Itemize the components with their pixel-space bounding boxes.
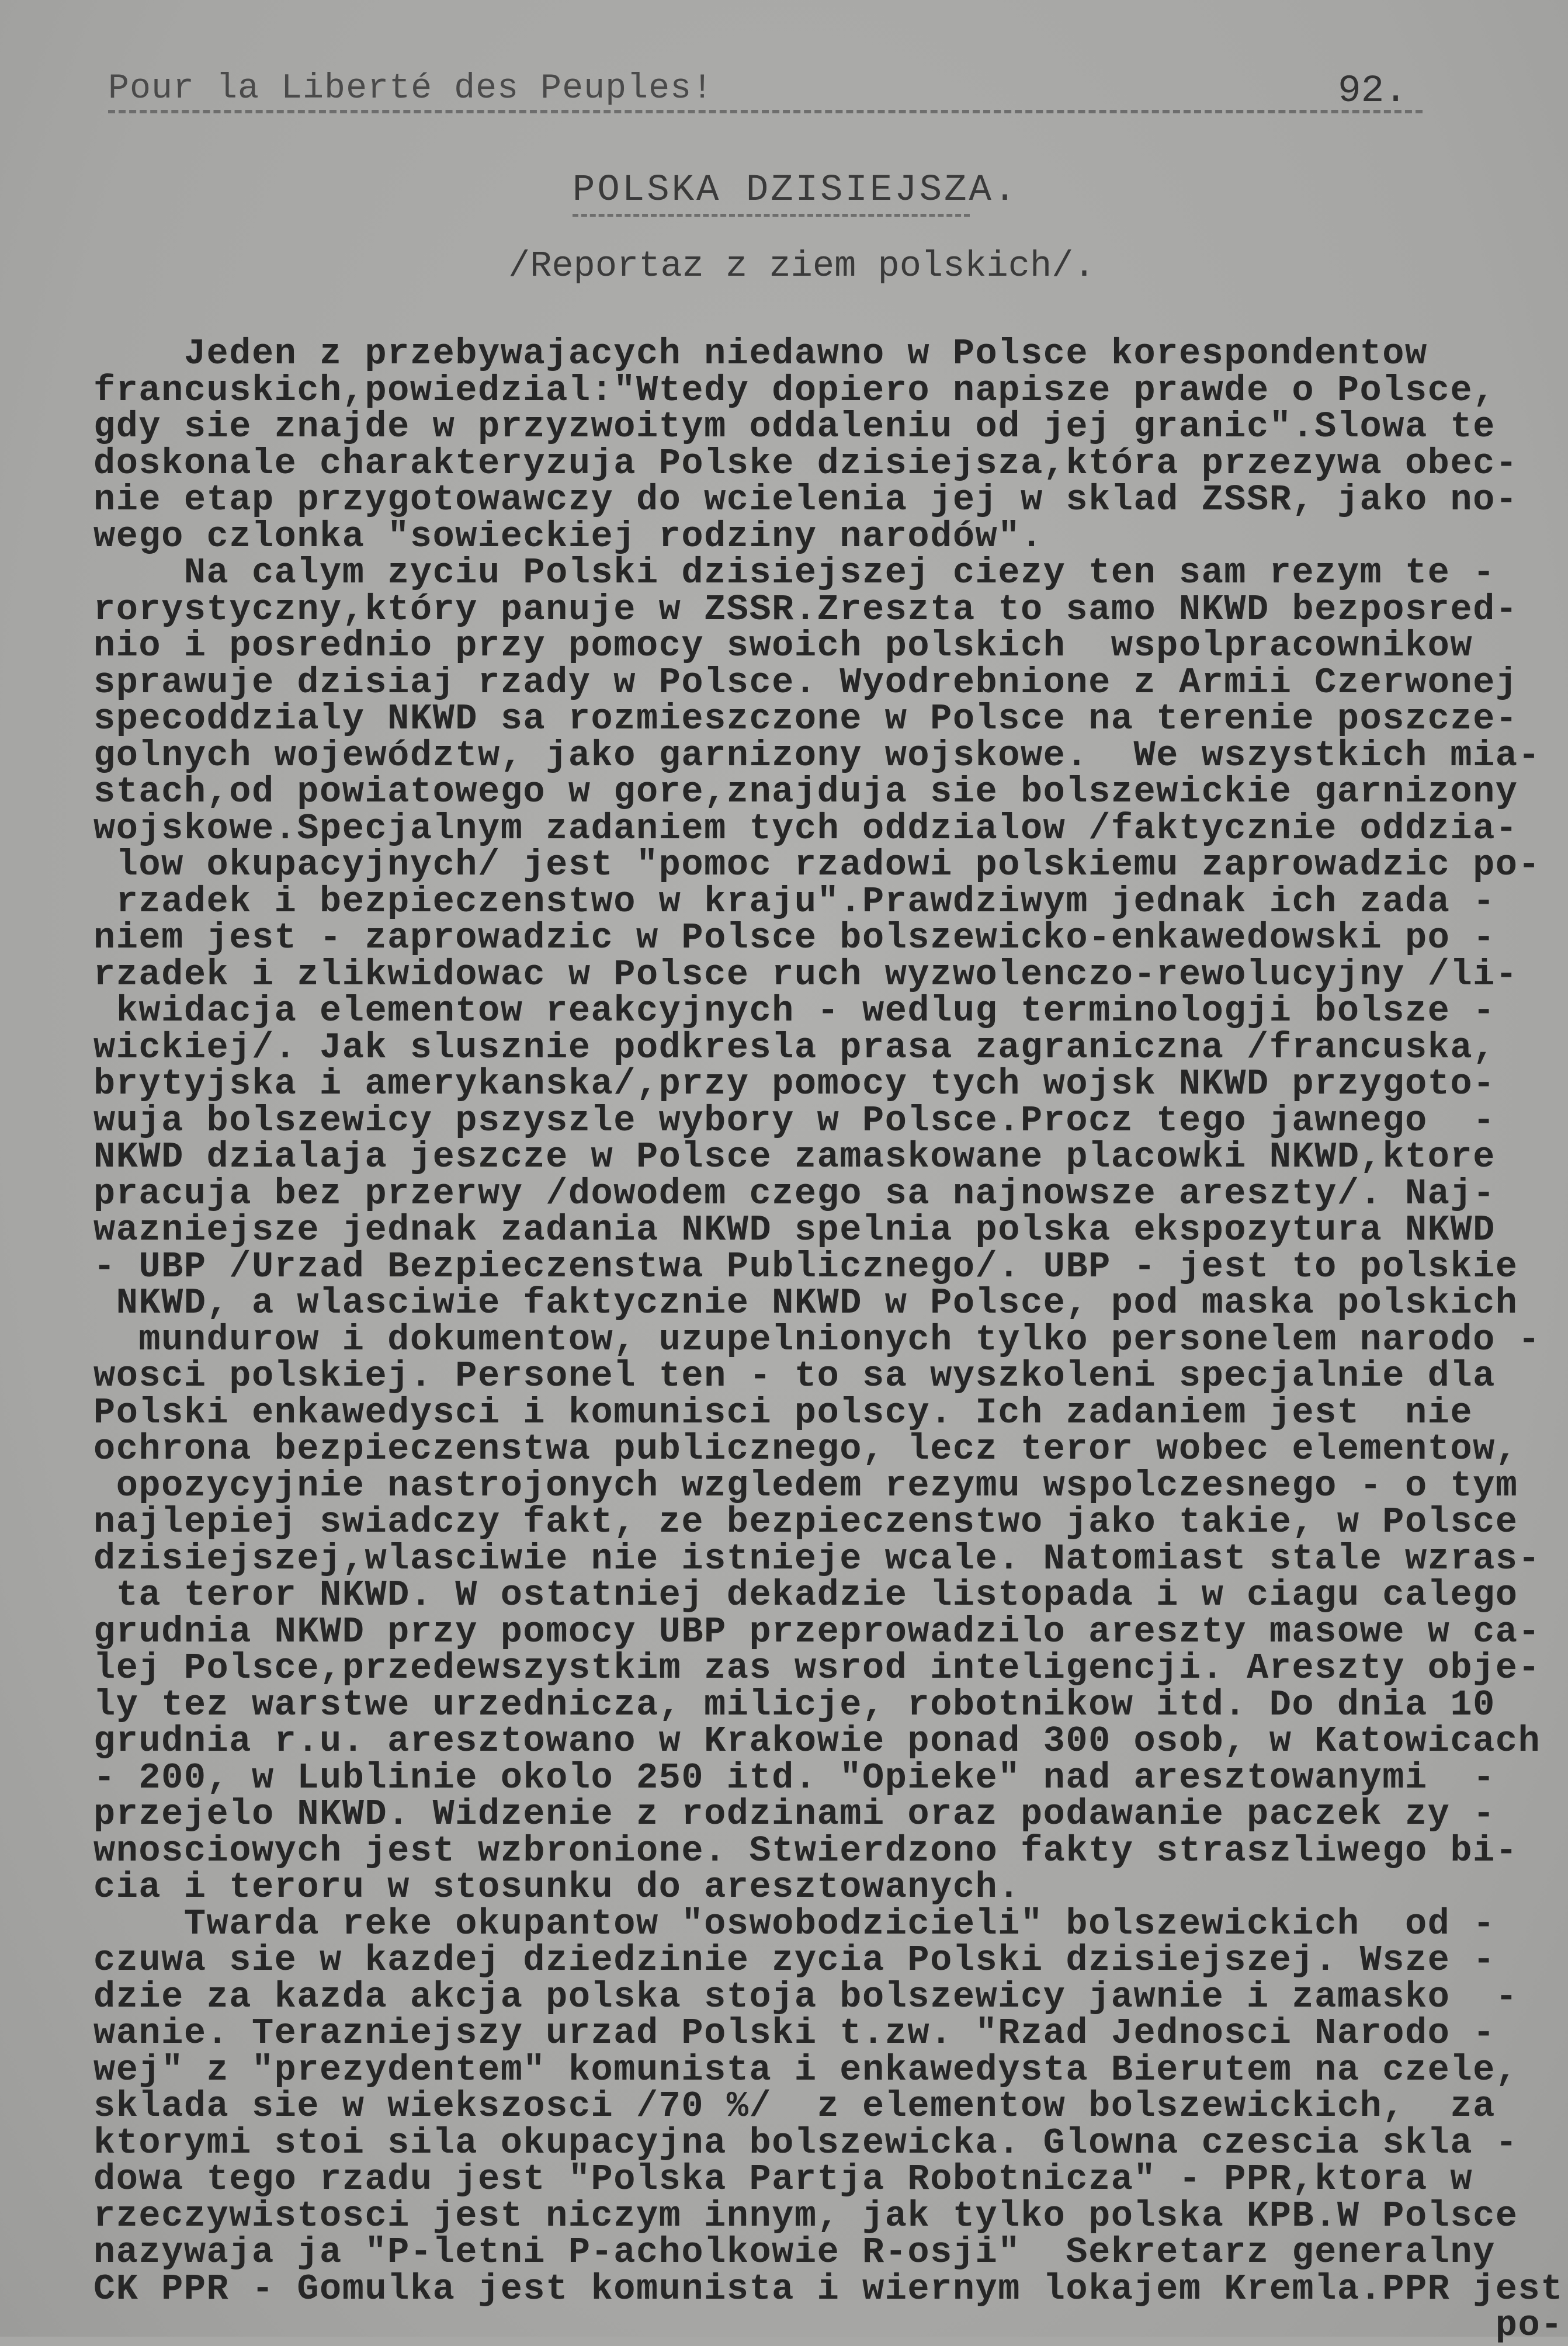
text-line: low okupacyjnych/ jest "pomoc rzadowi polskiemu zaprowadzic po- bbox=[93, 844, 1541, 886]
text-line: ly tez warstwe urzednicza, milicje, robotnikow itd. Do dnia 10 bbox=[93, 1684, 1496, 1726]
text-line: cia i teroru w stosunku do aresztowanych. bbox=[93, 1866, 1021, 1908]
text-line: wickiej/. Jak slusznie podkresla prasa zagraniczna /francuska, bbox=[93, 1026, 1496, 1068]
text-line: ktorymi stoi sila okupacyjna bolszewicka. Glowna czescia skla - bbox=[93, 2122, 1518, 2164]
text-line: - 200, w Lublinie okolo 250 itd. "Opieke" nad aresztowanymi - bbox=[93, 1757, 1496, 1799]
text-line: wuja bolszewicy pszyszle wybory w Polsce.Procz tego jawnego - bbox=[93, 1099, 1496, 1141]
text-line: po- bbox=[93, 2305, 1563, 2346]
text-line: doskonale charakteryzuja Polske dzisiejsza,która przezywa obec- bbox=[93, 442, 1518, 484]
text-line: mundurow i dokumentow, uzupelnionych tylko personelem narodo - bbox=[93, 1318, 1541, 1361]
text-line: francuskich,powiedzial:"Wtedy dopiero napisze prawde o Polsce, bbox=[93, 369, 1496, 411]
text-line: rorystyczny,który panuje w ZSSR.Zreszta to samo NKWD bezposred- bbox=[93, 588, 1518, 630]
text-line: Na calym zyciu Polski dzisiejszej ciezy ten sam rezym te - bbox=[93, 552, 1496, 594]
text-line: rzadek i bezpieczenstwo w kraju".Prawdziwym jednak ich zada - bbox=[93, 880, 1496, 922]
text-line: brytyjska i amerykanska/,przy pomocy tych wojsk NKWD przygoto- bbox=[93, 1063, 1496, 1105]
text-line: ta teror NKWD. W ostatniej dekadzie listopada i w ciagu calego bbox=[93, 1574, 1518, 1616]
text-line: CK PPR - Gomulka jest komunista i wiernym lokajem Kremla.PPR jest bbox=[93, 2268, 1563, 2310]
text-line: dzisiejszej,wlasciwie nie istnieje wcale. Natomiast stale wzras- bbox=[93, 1538, 1541, 1580]
text-line: golnych województw, jako garnizony wojskowe. We wszystkich mia- bbox=[93, 734, 1541, 776]
title-underline bbox=[573, 214, 970, 217]
text-line: dzie za kazda akcja polska stoja bolszewicy jawnie i zamasko - bbox=[93, 1976, 1518, 2018]
text-line: nazywaja ja "P-letni P-acholkowie R-osji" Sekretarz generalny bbox=[93, 2232, 1496, 2273]
text-line: wej" z "prezydentem" komunista i enkawedysta Bierutem na czele, bbox=[93, 2049, 1518, 2091]
text-line: grudnia NKWD przy pomocy UBP przeprowadzilo areszty masowe w ca- bbox=[93, 1611, 1541, 1653]
text-line: nie etap przygotowawczy do wcielenia jej w sklad ZSSR, jako no- bbox=[93, 479, 1518, 520]
text-line: ochrona bezpieczenstwa publicznego, lecz teror wobec elementow, bbox=[93, 1428, 1518, 1470]
text-line: przejelo NKWD. Widzenie z rodzinami oraz podawanie paczek zy - bbox=[93, 1793, 1496, 1835]
text-line: NKWD, a wlasciwie faktycznie NKWD w Polsce, pod maska polskich bbox=[93, 1282, 1518, 1324]
text-line: NKWD dzialaja jeszcze w Polsce zamaskowane placowki NKWD,ktore bbox=[93, 1136, 1496, 1178]
text-line: Polski enkawedysci i komunisci polscy. Ich zadaniem jest nie bbox=[93, 1391, 1473, 1434]
text-line: rzeczywistosci jest niczym innym, jak tylko polska KPB.W Polsce bbox=[93, 2195, 1518, 2237]
text-line: rzadek i zlikwidowac w Polsce ruch wyzwolenczo-rewolucyjny /li- bbox=[93, 953, 1518, 995]
text-line: stach,od powiatowego w gore,znajduja sie bolszewickie garnizony bbox=[93, 771, 1518, 813]
header-dashed-rule bbox=[108, 110, 1423, 113]
running-header: Pour la Liberté des Peuples! bbox=[108, 69, 714, 109]
text-line: sprawuje dzisiaj rzady w Polsce. Wyodrebnione z Armii Czerwonej bbox=[93, 661, 1518, 703]
text-line: wnosciowych jest wzbronione. Stwierdzono fakty straszliwego bi- bbox=[93, 1830, 1518, 1872]
text-line: opozycyjnie nastrojonych wzgledem rezymu wspolczesnego - o tym bbox=[93, 1464, 1518, 1507]
article-subtitle: /Reportaz z ziem polskich/. bbox=[508, 245, 1095, 287]
text-line: specoddzialy NKWD sa rozmieszczone w Polsce na terenie poszcze- bbox=[93, 698, 1518, 740]
text-line: - UBP /Urzad Bezpieczenstwa Publicznego/. UBP - jest to polskie bbox=[93, 1245, 1518, 1287]
text-line: wanie. Terazniejszy urzad Polski t.zw. "Rzad Jednosci Narodo - bbox=[93, 2012, 1496, 2054]
text-line: niem jest - zaprowadzic w Polsce bolszewicko-enkawedowski po - bbox=[93, 917, 1496, 959]
text-line: wojskowe.Specjalnym zadaniem tych oddzialow /faktycznie oddzia- bbox=[93, 807, 1518, 849]
text-line: kwidacja elementow reakcyjnych - wedlug terminologji bolsze - bbox=[93, 990, 1496, 1032]
text-line: sklada sie w wiekszosci /70 %/ z elementow bolszewickich, za bbox=[93, 2085, 1496, 2127]
text-line: wego czlonka "sowieckiej rodziny narodów". bbox=[93, 515, 1043, 557]
text-line: nio i posrednio przy pomocy swoich polskich wspolpracownikow bbox=[93, 625, 1473, 667]
text-line: czuwa sie w kazdej dziedzinie zycia Polski dzisiejszej. Wsze - bbox=[93, 1939, 1496, 1981]
text-line: Twarda reke okupantow "oswobodzicieli" bolszewickich od - bbox=[93, 1903, 1496, 1945]
article-body bbox=[93, 333, 1563, 2346]
text-line: wosci polskiej. Personel ten - to sa wyszkoleni specjalnie dla bbox=[93, 1355, 1496, 1397]
text-line: pracuja bez przerwy /dowodem czego sa najnowsze areszty/. Naj- bbox=[93, 1172, 1496, 1214]
text-line: Jeden z przebywajacych niedawno w Polsce korespondentow bbox=[93, 333, 1428, 374]
text-line: wazniejsze jednak zadania NKWD spelnia polska ekspozytura NKWD bbox=[93, 1209, 1496, 1251]
article-title: POLSKA DZISIEJSZA. bbox=[573, 169, 1019, 211]
page-number: 92. bbox=[1338, 69, 1407, 113]
text-line: najlepiej swiadczy fakt, ze bezpieczenstwo jako takie, w Polsce bbox=[93, 1501, 1518, 1543]
text-line: grudnia r.u. aresztowano w Krakowie ponad 300 osob, w Katowicach bbox=[93, 1720, 1541, 1762]
text-line: gdy sie znajde w przyzwoitym oddaleniu od jej granic".Slowa te bbox=[93, 406, 1496, 447]
text-line: lej Polsce,przedewszystkim zas wsrod inteligencji. Areszty obje- bbox=[93, 1647, 1541, 1689]
text-line: dowa tego rzadu jest "Polska Partja Robotnicza" - PPR,ktora w bbox=[93, 2158, 1473, 2200]
